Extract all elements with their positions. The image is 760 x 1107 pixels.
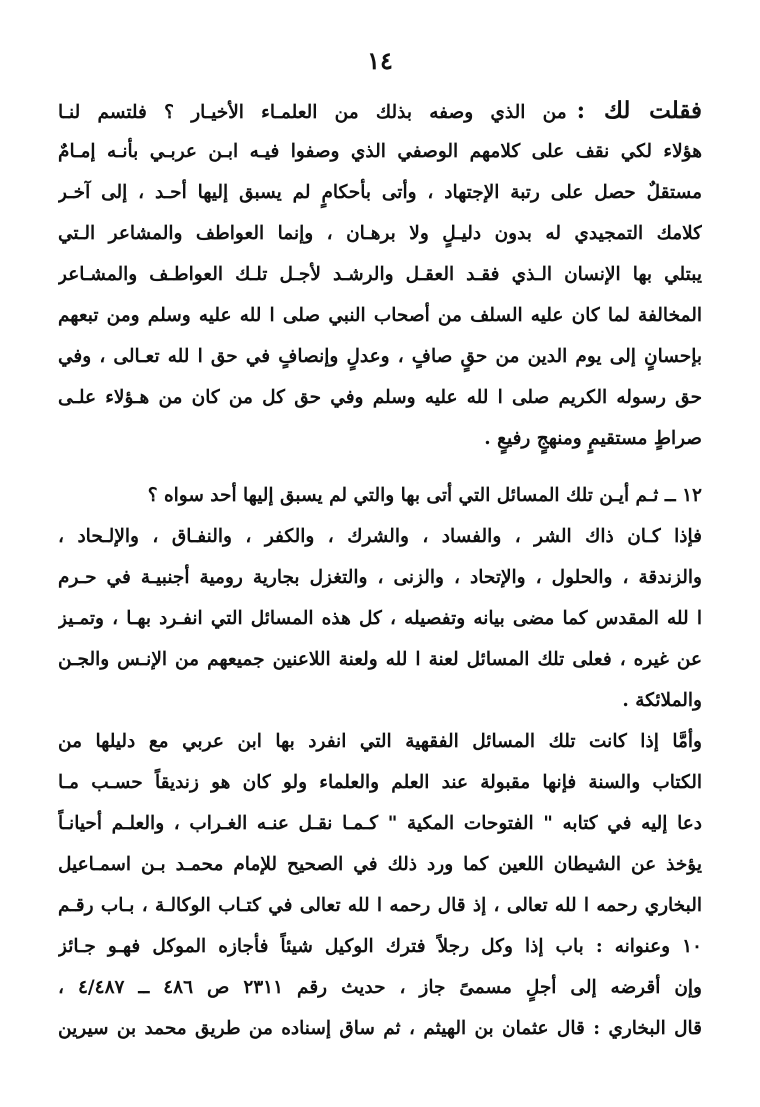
text-line: عن غيره ، فعلى تلك المسائل لعنة ا لله ولعنة اللاعنين جميعهم من الإنـس والجـن [58, 649, 702, 670]
text-line: قال البخاري : قال عثمان بن الهيثم ، ثم ساق إسناده من طريق محمد بن سيرين [58, 1018, 702, 1039]
text-line: فإذا كـان ذاك الشر ، والفساد ، والشرك ، والكفر ، والنفـاق ، والإلـحاد ، [58, 526, 702, 547]
text-line: هؤلاء لكي نقف على كلامهم الوصفي الذي وصفوا فيـه ابـن عربـي بأنـه إمـامٌ [58, 141, 702, 162]
text-line: وإن أقرضه إلى أجلٍ مسمىً جاز ، حديث رقم ٢٣١١ ص ٤٨٦ ــ ٤/٤٨٧ ، [58, 977, 702, 998]
text-line: ١٢ ــ ثـم أيـن تلك المسائل التي أتى بها والتي لم يسبق إليها أحد سواه ؟ [147, 485, 702, 506]
page-number: ١٤ [367, 46, 393, 75]
paragraph-lead: فقلت لك : [576, 97, 702, 124]
text-line: دعا إليه في كتابه " الفتوحات المكية " كـمـا نقـل عنـه الغـراب ، والعلـم أحيانـاً [58, 813, 702, 834]
text-line: بإحسانٍ إلى يوم الدين من حقٍ صافٍ ، وعدلٍ وإنصافٍ في حق ا لله تعـالى ، وفي [58, 346, 702, 367]
text-line: والزندقة ، والحلول ، والإتحاد ، والزنى ، والتغزل بجارية رومية أجنبيـة في حـرم [58, 567, 702, 588]
paragraph-1 [58, 90, 702, 459]
text-line: وأمَّا إذا كانت تلك المسائل الفقهية التي انفرد بها ابن عربي مع دليلها من [58, 731, 702, 752]
text-line: والملائكة . [622, 690, 702, 711]
text-line: المخالفة لما كان عليه السلف من أصحاب النبي صلى ا لله عليه وسلم ومن تبعهم [58, 305, 702, 326]
paragraph-3 [58, 721, 702, 1049]
paragraph-2 [58, 475, 702, 721]
text-line: ١٠ وعنوانه : باب إذا وكل رجلاً فترك الوكيل شيئاً فأجازه الموكل فهـو جـائز [58, 936, 702, 957]
text-line: مستقلٌ حصل على رتبة الإجتهاد ، وأتى بأحكامٍ لم يسبق إليها أحـد ، إلى آخـر [58, 182, 702, 203]
text-line [58, 90, 702, 131]
text-line: كلامك التمجيدي له بدون دليـلٍ ولا برهـان ، وإنما العواطف والمشاعر الـتي [58, 223, 702, 244]
text-line: الكتاب والسنة فإنها مقبولة عند العلم والعلماء ولو كان هو زنديقاً حسـب مـا [58, 772, 702, 793]
text-line: حق رسوله الكريم صلى ا لله عليه وسلم وفي حق كل من كان من هـؤلاء علـى [58, 387, 702, 408]
text-line: ا لله المقدس كما مضى بيانه وتفصيله ، كل هذه المسائل التي انفـرد بهـا ، وتمـيز [58, 608, 702, 629]
text-line-content: من الذي وصفه بذلك من العلمـاء الأخيـار ؟ فلتسم لنـا [58, 102, 567, 123]
text-line: يؤخذ عن الشيطان اللعين كما ورد ذلك في الصحيح للإمام محمـد بـن اسمـاعيل [58, 854, 702, 875]
text-line: البخاري رحمه ا لله تعالى ، إذ قال رحمه ا لله تعالى في كتـاب الوكالـة ، بـاب رقـم [58, 895, 702, 916]
text-line: يبتلي بها الإنسان الـذي فقـد العقـل والرشـد لأجـل تلـك العواطـف والمشـاعر [58, 264, 702, 285]
text-line: صراطٍ مستقيمٍ ومنهجٍ رفيعٍ . [484, 428, 702, 449]
